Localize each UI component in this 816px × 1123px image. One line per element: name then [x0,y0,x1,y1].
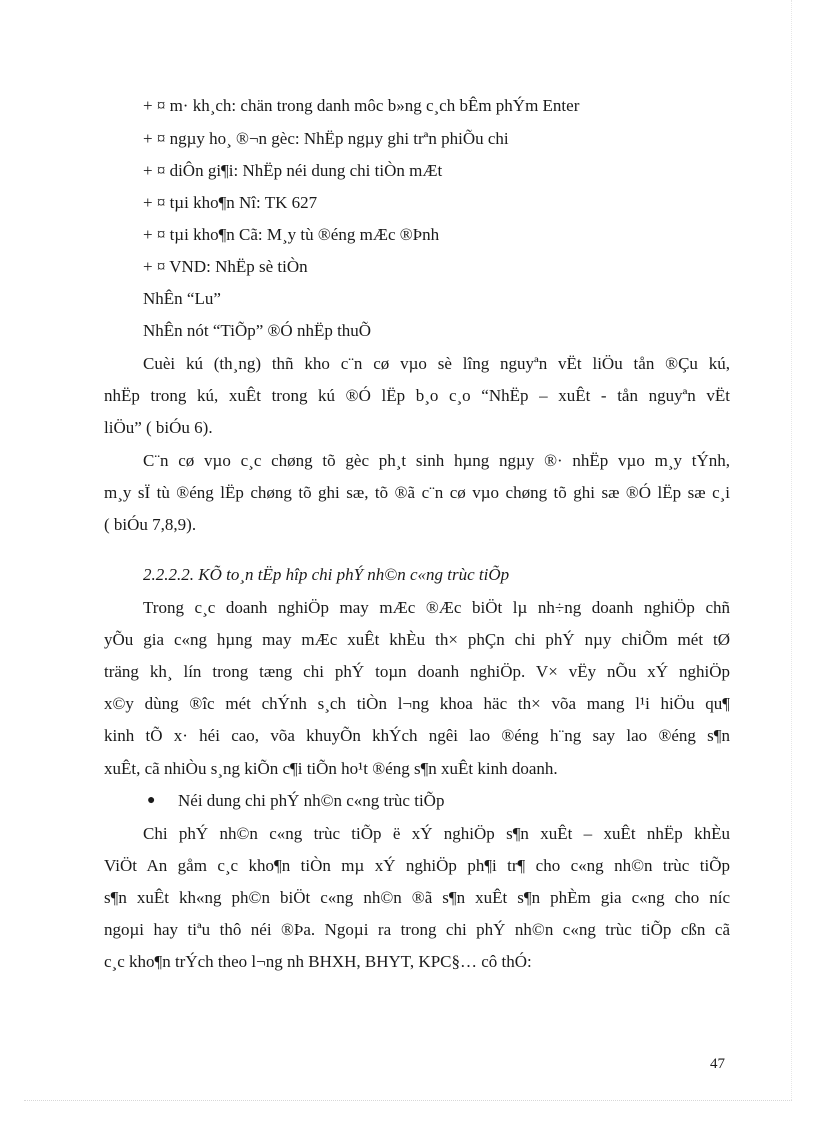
text-line: + ¤ diÔn gi¶i: NhËp néi dung chi tiÒn mÆt [143,161,443,180]
paragraph-line: ngoµi hay tiªu thô néi ®Þa. Ngoµi ra trong chi phÝ nh©n c«ng trùc tiÕp cßn cã [104,920,730,939]
section-heading: 2.2.2.2. KÕ to¸n tËp hîp chi phÝ nh©n c«ng trùc tiÕp [143,565,510,584]
page-border-right [791,0,792,1100]
text-line: + ¤ tµi kho¶n Nî: TK 627 [143,193,318,212]
page-number: 47 [710,1056,725,1072]
paragraph-line: nhËp trong kú, xuÊt trong kú ®Ó lËp b¸o c¸o “NhËp – xuÊt - tån nguyªn vËt [104,386,730,405]
text-line: + ¤ VND: NhËp sè tiÒn [143,257,308,276]
text-line: + ¤ m· kh¸ch: chän trong danh môc b»ng c¸ch bÊm phÝm Enter [143,96,580,115]
paragraph-line: x©y dùng ®îc mét chÝnh s¸ch tiÒn l¬ng khoa häc th× võa mang l¹i hiÖu qu¶ [104,694,730,713]
paragraph-line: Chi phÝ nh©n c«ng trùc tiÕp ë xÝ nghiÖp s¶n xuÊt – xuÊt nhËp khÈu [143,824,730,843]
paragraph-line: Trong c¸c doanh nghiÖp may mÆc ®Æc biÖt lµ nh÷ng doanh nghiÖp chñ [143,598,730,617]
paragraph-line: ( biÓu 7,8,9). [104,515,197,534]
paragraph-line: c¸c kho¶n trÝch theo l¬ng nh BHXH, BHYT, KPC§… cô thÓ: [104,952,532,971]
page-border-bottom [24,1100,792,1101]
paragraph-line: kinh tÕ x· héi cao, võa khuyÕn khÝch ngêi lao ®éng h¨ng say lao ®éng s¶n [104,726,730,745]
bullet-item: Néi dung chi phÝ nh©n c«ng trùc tiÕp [178,791,445,810]
paragraph-line: C¨n cø vµo c¸c chøng tõ gèc ph¸t sinh hµng ngµy ®· nhËp vµo m¸y tÝnh, [143,451,730,470]
text-line: NhÊn “Lu” [143,289,221,308]
paragraph-line: Cuèi kú (th¸ng) thñ kho c¨n cø vµo sè lîng nguyªn vËt liÖu tån ®Çu kú, [143,354,730,373]
paragraph-line: s¶n xuÊt kh«ng ph©n biÖt c«ng nh©n ®ã s¶n xuÊt s¶n phÈm gia c«ng cho níc [104,888,730,907]
paragraph-line: ViÖt An gåm c¸c kho¶n tiÒn mµ xÝ nghiÖp ph¶i tr¶ cho c«ng nh©n trùc tiÕp [104,856,730,875]
paragraph-line: liÖu” ( biÓu 6). [104,418,213,437]
text-line: NhÊn nót “TiÕp” ®Ó nhËp thuÕ [143,321,372,340]
bullet-icon: ● [147,793,156,808]
paragraph-line: xuÊt, cã nhiÒu s¸ng kiÕn c¶i tiÕn ho¹t ®éng s¶n xuÊt kinh doanh. [104,759,558,778]
text-line: + ¤ ngµy ho¸ ®¬n gèc: NhËp ngµy ghi trªn phiÕu chi [143,129,509,148]
text-line: + ¤ tµi kho¶n Cã: M¸y tù ®éng mÆc ®Þnh [143,225,440,244]
paragraph-line: m¸y sÏ tù ®éng lËp chøng tõ ghi sæ, tõ ®ã c¨n cø vµo chøng tõ ghi sæ ®Ó lËp sæ c¸i [104,483,730,502]
paragraph-line: träng kh¸ lín trong tæng chi phÝ toµn doanh nghiÖp. V× vËy nÕu xÝ nghiÖp [104,662,730,681]
paragraph-line: yÕu gia c«ng hµng may mÆc xuÊt khÈu th× phÇn chi phÝ nµy chiÕm mét tØ [104,630,730,649]
